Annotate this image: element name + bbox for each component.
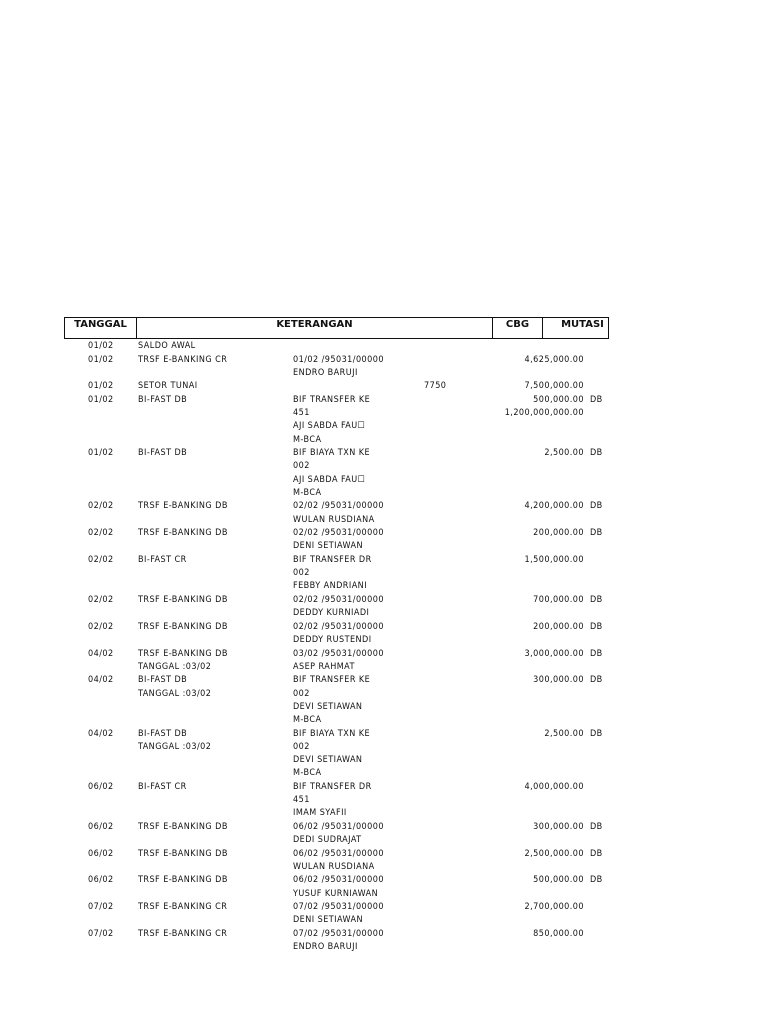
transaction-details bbox=[293, 527, 423, 553]
transaction-details-line: 06/02 /95031/00000 bbox=[293, 848, 384, 859]
mutation-amount bbox=[470, 394, 584, 420]
transaction-details-line: AJI SABDA FAU☐ bbox=[293, 421, 366, 432]
column-header-mutasi: MUTASI bbox=[561, 319, 604, 330]
debit-credit-flag: DB bbox=[590, 875, 603, 886]
transaction-date: 02/02 bbox=[88, 621, 114, 632]
table-row bbox=[0, 781, 768, 821]
debit-credit-flag: DB bbox=[590, 594, 603, 605]
transaction-details-line: IMAM SYAFII bbox=[293, 808, 347, 819]
transaction-type-line: TANGGAL :03/02 bbox=[138, 741, 212, 752]
transaction-type bbox=[138, 874, 288, 887]
transaction-type-line: TRSF E-BANKING CR bbox=[138, 354, 228, 365]
transaction-details-line: BIF TRANSFER KE bbox=[293, 394, 371, 405]
transaction-type bbox=[138, 354, 288, 367]
transaction-details-line: M-BCA bbox=[293, 434, 322, 445]
transaction-details bbox=[293, 728, 423, 781]
table-row bbox=[0, 554, 768, 594]
mutation-amount bbox=[470, 928, 584, 941]
transaction-date: 06/02 bbox=[88, 875, 114, 886]
transaction-details-line: DEDDY KURNIADI bbox=[293, 608, 370, 619]
transaction-details-line: 06/02 /95031/00000 bbox=[293, 875, 384, 886]
mutation-amount-line: 4,200,000.00 bbox=[524, 501, 584, 512]
transaction-date: 06/02 bbox=[88, 848, 114, 859]
transaction-details bbox=[293, 848, 423, 874]
transaction-details-line: 02/02 /95031/00000 bbox=[293, 621, 384, 632]
transaction-date: 02/02 bbox=[88, 554, 114, 565]
transaction-type-line: TRSF E-BANKING CR bbox=[138, 902, 228, 913]
mutation-amount-line: 200,000.00 bbox=[533, 621, 584, 632]
transaction-date: 01/02 bbox=[88, 394, 114, 405]
transaction-type-line: BI-FAST CR bbox=[138, 781, 187, 792]
table-row bbox=[0, 848, 768, 875]
transaction-details-line: 002 bbox=[293, 461, 310, 472]
table-row bbox=[0, 821, 768, 848]
transaction-details-line: 002 bbox=[293, 688, 310, 699]
transaction-type bbox=[138, 527, 288, 540]
transaction-list bbox=[0, 340, 768, 955]
transaction-details bbox=[293, 901, 423, 927]
debit-credit-flag: DB bbox=[590, 448, 603, 459]
transaction-details-line: 02/02 /95031/00000 bbox=[293, 594, 384, 605]
transaction-details-line: ASEP RAHMAT bbox=[293, 661, 355, 672]
transaction-details bbox=[293, 354, 423, 380]
transaction-date: 02/02 bbox=[88, 501, 114, 512]
transaction-type bbox=[138, 901, 288, 914]
debit-credit-flag: DB bbox=[590, 648, 603, 659]
transaction-date: 06/02 bbox=[88, 821, 114, 832]
transaction-details bbox=[293, 781, 423, 821]
table-row bbox=[0, 594, 768, 621]
mutation-amount-line: 3,000,000.00 bbox=[524, 648, 584, 659]
mutation-amount bbox=[470, 527, 584, 540]
transaction-type bbox=[138, 928, 288, 941]
transaction-details-line: FEBBY ANDRIANI bbox=[293, 581, 368, 592]
transaction-date: 02/02 bbox=[88, 594, 114, 605]
transaction-type bbox=[138, 447, 288, 460]
transaction-type-line: TRSF E-BANKING DB bbox=[138, 621, 228, 632]
transaction-details-line: ENDRO BARUJI bbox=[293, 942, 358, 953]
mutation-amount-line: 2,500.00 bbox=[544, 448, 584, 459]
transaction-type-line: TRSF E-BANKING DB bbox=[138, 528, 228, 539]
column-header-cbg: CBG bbox=[493, 318, 543, 338]
transaction-details-line: M-BCA bbox=[293, 768, 322, 779]
table-row bbox=[0, 874, 768, 901]
debit-credit-flag: DB bbox=[590, 675, 603, 686]
transaction-details-line: 002 bbox=[293, 741, 310, 752]
transaction-type-line: SALDO AWAL bbox=[138, 341, 196, 351]
transaction-type bbox=[138, 594, 288, 607]
debit-credit-flag: DB bbox=[590, 821, 603, 832]
transaction-details-line: DEDDY RUSTENDI bbox=[293, 634, 372, 645]
table-row bbox=[0, 447, 768, 500]
transaction-type-line: BI-FAST DB bbox=[138, 448, 188, 459]
transaction-details bbox=[293, 821, 423, 847]
transaction-type bbox=[138, 728, 288, 754]
transaction-details-line: DEDI SUDRAJAT bbox=[293, 834, 362, 845]
transaction-details-line: WULAN RUSDIANA bbox=[293, 514, 375, 525]
transaction-details bbox=[293, 500, 423, 526]
transaction-details bbox=[293, 554, 423, 594]
transaction-details-line: M-BCA bbox=[293, 487, 322, 498]
transaction-details bbox=[293, 874, 423, 900]
transaction-details-line: 451 bbox=[293, 408, 310, 419]
transaction-details-line: 02/02 /95031/00000 bbox=[293, 528, 384, 539]
transaction-details-line: DENI SETIAWAN bbox=[293, 541, 363, 552]
mutation-amount-line: 200,000.00 bbox=[533, 528, 584, 539]
transaction-details bbox=[293, 447, 423, 500]
mutation-amount bbox=[470, 380, 584, 393]
mutation-amount-line: 300,000.00 bbox=[533, 675, 584, 686]
mutation-amount bbox=[470, 554, 584, 567]
table-row bbox=[0, 354, 768, 381]
mutation-amount bbox=[470, 821, 584, 834]
transaction-type-line: TRSF E-BANKING DB bbox=[138, 594, 228, 605]
table-row bbox=[0, 728, 768, 781]
table-row bbox=[0, 621, 768, 648]
transaction-details-line: AJI SABDA FAU☐ bbox=[293, 474, 366, 485]
table-row bbox=[0, 928, 768, 955]
debit-credit-flag: DB bbox=[590, 848, 603, 859]
transaction-type-line: TRSF E-BANKING DB bbox=[138, 875, 228, 886]
mutation-amount-line: 1,500,000.00 bbox=[524, 554, 584, 565]
transaction-date: 04/02 bbox=[88, 728, 114, 739]
transaction-details-line: 002 bbox=[293, 568, 310, 579]
transaction-type-line: TANGGAL :03/02 bbox=[138, 688, 212, 699]
transaction-type-line: TRSF E-BANKING DB bbox=[138, 648, 228, 659]
transaction-type-line: BI-FAST DB bbox=[138, 728, 188, 739]
transaction-details bbox=[293, 594, 423, 620]
transaction-details-line: 451 bbox=[293, 794, 310, 805]
mutation-amount-line: 2,700,000.00 bbox=[524, 902, 584, 913]
debit-credit-flag: DB bbox=[590, 728, 603, 739]
table-row bbox=[0, 380, 768, 394]
transaction-date: 04/02 bbox=[88, 648, 114, 659]
mutation-amount bbox=[470, 874, 584, 887]
mutation-amount bbox=[470, 901, 584, 914]
mutation-amount bbox=[470, 447, 584, 460]
transaction-type-line: TRSF E-BANKING DB bbox=[138, 848, 228, 859]
mutation-amount-line: 4,000,000.00 bbox=[524, 781, 584, 792]
transaction-type-line: TRSF E-BANKING CR bbox=[138, 928, 228, 939]
transaction-details bbox=[293, 928, 423, 954]
transaction-details-line: BIF BIAYA TXN KE bbox=[293, 728, 371, 739]
debit-credit-flag: DB bbox=[590, 621, 603, 632]
debit-credit-flag: DB bbox=[590, 501, 603, 512]
transaction-type-line: TRSF E-BANKING DB bbox=[138, 501, 228, 512]
transaction-type-line: BI-FAST CR bbox=[138, 554, 187, 565]
transaction-details-line: BIF TRANSFER DR bbox=[293, 781, 372, 792]
transaction-details bbox=[293, 674, 423, 727]
transaction-details-line: BIF TRANSFER DR bbox=[293, 554, 372, 565]
transaction-type-line: SETOR TUNAI bbox=[138, 381, 198, 392]
table-row bbox=[0, 394, 768, 447]
mutation-amount-line: 2,500,000.00 bbox=[524, 848, 584, 859]
table-row bbox=[0, 527, 768, 554]
transaction-date: 01/02 bbox=[88, 381, 114, 392]
mutation-amount-line: 300,000.00 bbox=[533, 821, 584, 832]
transaction-type bbox=[138, 821, 288, 834]
transaction-details-line: BIF TRANSFER KE bbox=[293, 675, 371, 686]
branch-code: 7750 bbox=[424, 381, 447, 392]
transaction-details-line: 06/02 /95031/00000 bbox=[293, 821, 384, 832]
column-header-keterangan: KETERANGAN bbox=[137, 318, 493, 338]
mutation-amount-line: 4,625,000.00 bbox=[524, 354, 584, 365]
transaction-type bbox=[138, 648, 288, 674]
mutation-amount bbox=[470, 848, 584, 861]
mutation-amount bbox=[470, 781, 584, 794]
transaction-details-line: YUSUF KURNIAWAN bbox=[293, 888, 379, 899]
transaction-type-line: BI-FAST DB bbox=[138, 675, 188, 686]
transaction-details-line: DEVI SETIAWAN bbox=[293, 701, 363, 712]
mutation-amount bbox=[470, 648, 584, 661]
transaction-details bbox=[293, 648, 423, 674]
debit-credit-flag: DB bbox=[590, 528, 603, 539]
mutation-amount bbox=[470, 594, 584, 607]
transaction-details-line: ENDRO BARUJI bbox=[293, 367, 358, 378]
transaction-details-line: DEVI SETIAWAN bbox=[293, 754, 363, 765]
transaction-date: 02/02 bbox=[88, 528, 114, 539]
table-header bbox=[64, 317, 609, 339]
mutation-amount-line: 850,000.00 bbox=[533, 928, 584, 939]
transaction-details-line: 07/02 /95031/00000 bbox=[293, 902, 384, 913]
transaction-type bbox=[138, 380, 288, 393]
transaction-details-line: DENI SETIAWAN bbox=[293, 915, 363, 926]
transaction-date: 01/02 bbox=[88, 354, 114, 365]
mutation-amount-line: 500,000.00 bbox=[533, 394, 584, 405]
table-row bbox=[0, 674, 768, 727]
transaction-details-line: 03/02 /95031/00000 bbox=[293, 648, 384, 659]
transaction-type bbox=[138, 848, 288, 861]
table-row bbox=[0, 648, 768, 675]
transaction-date: 07/02 bbox=[88, 902, 114, 913]
mutation-amount-line: 700,000.00 bbox=[533, 594, 584, 605]
table-row bbox=[0, 340, 768, 354]
transaction-date: 01/02 bbox=[88, 341, 114, 351]
transaction-details-line: 02/02 /95031/00000 bbox=[293, 501, 384, 512]
transaction-type bbox=[138, 500, 288, 513]
mutation-amount-line: 2,500.00 bbox=[544, 728, 584, 739]
transaction-type-line: TRSF E-BANKING DB bbox=[138, 821, 228, 832]
mutation-amount-line: 7,500,000.00 bbox=[524, 381, 584, 392]
transaction-type-line: BI-FAST DB bbox=[138, 394, 188, 405]
transaction-details-line: BIF BIAYA TXN KE bbox=[293, 448, 371, 459]
table-row bbox=[0, 901, 768, 928]
transaction-type bbox=[138, 781, 288, 794]
transaction-type bbox=[138, 621, 288, 634]
transaction-details-line: M-BCA bbox=[293, 714, 322, 725]
table-row bbox=[0, 500, 768, 527]
transaction-type bbox=[138, 394, 288, 407]
mutation-amount bbox=[470, 354, 584, 367]
transaction-details-line: 07/02 /95031/00000 bbox=[293, 928, 384, 939]
transaction-details bbox=[293, 394, 423, 447]
transaction-type bbox=[138, 340, 288, 353]
mutation-amount-line: 500,000.00 bbox=[533, 875, 584, 886]
mutation-amount bbox=[470, 674, 584, 687]
transaction-type bbox=[138, 674, 288, 700]
transaction-details-line: WULAN RUSDIANA bbox=[293, 861, 375, 872]
mutation-amount bbox=[470, 500, 584, 513]
transaction-details bbox=[293, 621, 423, 647]
transaction-date: 01/02 bbox=[88, 448, 114, 459]
transaction-date: 07/02 bbox=[88, 928, 114, 939]
debit-credit-flag: DB bbox=[590, 394, 603, 405]
mutation-amount bbox=[470, 728, 584, 741]
transaction-date: 06/02 bbox=[88, 781, 114, 792]
transaction-date: 04/02 bbox=[88, 675, 114, 686]
transaction-details-line: 01/02 /95031/00000 bbox=[293, 354, 384, 365]
mutation-amount-line: 1,200,000,000.00 bbox=[504, 408, 584, 419]
mutation-amount bbox=[470, 621, 584, 634]
column-header-tanggal: TANGGAL bbox=[65, 318, 137, 338]
transaction-type-line: TANGGAL :03/02 bbox=[138, 661, 212, 672]
transaction-type bbox=[138, 554, 288, 567]
